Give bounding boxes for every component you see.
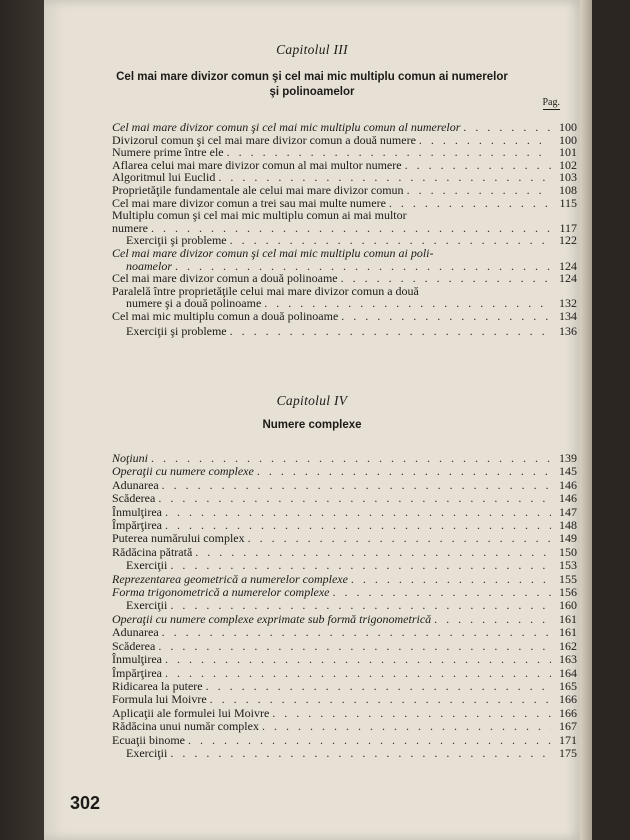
toc-entry <box>112 197 577 210</box>
toc-entry <box>112 586 577 599</box>
toc-entry-page: 100 <box>559 132 577 147</box>
toc-entry-title: Aflarea celui mai mare divizor comun al mai multor numere <box>112 157 402 172</box>
toc-entry-page: 166 <box>559 692 577 707</box>
toc-entry <box>112 707 577 720</box>
toc-entry-page: 149 <box>559 531 577 546</box>
toc-entry-page: 161 <box>559 625 577 640</box>
toc-entry <box>112 272 577 285</box>
toc-entry-page: 115 <box>559 195 577 210</box>
toc-entry <box>112 234 577 247</box>
toc-entry-page: 165 <box>559 678 577 693</box>
toc-entry-page: 146 <box>559 491 577 506</box>
toc-entry-title: Exerciţii <box>126 598 168 613</box>
toc-entry <box>112 519 577 532</box>
toc-entry-title: Cel mai mare divizor comun şi cel mai mic multiplu comun ai poli- <box>112 245 434 260</box>
toc-entry-page: 148 <box>559 518 577 533</box>
toc-entry-page: 102 <box>559 157 577 172</box>
toc-entry-title: Rădăcina unui număr complex <box>112 719 259 734</box>
toc-entry-page: 162 <box>559 638 577 653</box>
toc-entry-title: Numere prime între ele <box>112 145 224 160</box>
book-page <box>44 0 580 840</box>
toc-entry-page: 103 <box>559 170 577 185</box>
toc-entry-title: Puterea numărului complex <box>112 531 245 546</box>
toc-entry-title: Exerciţii şi probleme <box>126 233 227 248</box>
toc-entry-title: Divizorul comun şi cel mai mare divizor comun a două numere <box>112 132 416 147</box>
toc-entry-page: 171 <box>559 732 577 747</box>
toc-entry-title: Împărţirea <box>112 518 162 533</box>
toc-entry-page: 139 <box>559 451 577 465</box>
toc-entry-page: 153 <box>559 558 577 573</box>
toc-entry-title: Cel mai mare divizor comun şi cel mai mic multiplu comun al numerelor <box>112 120 461 134</box>
toc-entry-title: Aplicaţii ale formulei lui Moivre <box>112 705 270 720</box>
toc-entry-title: Exerciţii <box>126 558 168 573</box>
toc-entry-title: Algoritmul lui Euclid <box>112 170 216 185</box>
toc-entry-title: Cel mai mare divizor comun a trei sau mai multe numere <box>112 195 386 210</box>
toc-entry-title: Împărţirea <box>112 665 162 680</box>
toc-entry <box>112 121 577 134</box>
toc-entry-title: Exerciţii şi probleme <box>126 323 227 338</box>
toc-entry <box>112 146 577 159</box>
toc-entry-title: Înmulţirea <box>112 504 162 519</box>
toc-entry <box>112 747 577 760</box>
toc-entry-title: Adunarea <box>112 477 159 492</box>
toc-entry-page: 134 <box>559 308 577 323</box>
toc-entry-page: 161 <box>559 611 577 626</box>
toc-entry <box>112 452 577 465</box>
toc-entry-page: 150 <box>559 544 577 559</box>
toc-entry-title: Formula lui Moivre <box>112 692 207 707</box>
toc-entry-page: 124 <box>559 271 577 286</box>
toc-entry-page: 122 <box>559 233 577 248</box>
toc-entry-page: 156 <box>559 585 577 600</box>
toc-entry-page: 146 <box>559 477 577 492</box>
toc-entry <box>112 532 577 545</box>
toc-entry-title: Forma trigonometrică a numerelor complexe <box>112 585 330 600</box>
toc-entry-page: 124 <box>559 258 577 273</box>
toc-entry <box>112 613 577 626</box>
toc-entry-page: 136 <box>559 323 577 338</box>
chapter-3-title <box>60 70 564 100</box>
toc-entry-page: 108 <box>559 182 577 197</box>
toc-entry <box>112 465 577 478</box>
toc-entry <box>112 546 577 559</box>
toc-entry <box>112 667 577 680</box>
toc-entry-title: Operaţii cu numere complexe exprimate sub formă trigonometrică <box>112 611 432 626</box>
chapter-4-title: Numere complexe <box>262 419 362 431</box>
toc-entry <box>112 559 577 572</box>
toc-entry-title: Rădăcina pătrată <box>112 544 193 559</box>
toc-entry-page: 145 <box>559 464 577 479</box>
toc-entry-title: Cel mai mic multiplu comun a două polinoame <box>112 308 339 323</box>
chapter-3-title-line1: Cel mai mare divizor comun şi cel mai mic multiplu comun ai numerelor <box>116 71 508 83</box>
toc-chapter-3 <box>112 121 577 337</box>
toc-entry-title: Scăderea <box>112 491 156 506</box>
toc-entry <box>112 184 577 197</box>
chapter-4-heading: Capitolul IV <box>276 393 348 408</box>
book-page-edges <box>580 0 592 840</box>
toc-entry-title-continued: numere <box>112 220 148 235</box>
toc-entry <box>112 573 577 586</box>
toc-entry-page: 117 <box>559 220 577 235</box>
chapter-3-heading: Capitolul III <box>276 42 348 57</box>
toc-entry-page: 160 <box>559 598 577 613</box>
toc-entry-title-continued: numere şi a două polinoame <box>126 296 262 311</box>
toc-entry <box>112 734 577 747</box>
toc-entry-title: Ecuaţii binome <box>112 732 185 747</box>
toc-entry-title: Operaţii cu numere complexe <box>112 464 254 479</box>
toc-entry <box>112 325 577 338</box>
toc-entry <box>112 599 577 612</box>
toc-entry-title: Ridicarea la putere <box>112 678 203 693</box>
toc-entry-page: 164 <box>559 665 577 680</box>
toc-entry <box>112 479 577 492</box>
toc-entry <box>112 310 577 323</box>
toc-entry-page: 166 <box>559 705 577 720</box>
toc-entry-title: Proprietăţile fundamentale ale celui mai mare divizor comun <box>112 182 404 197</box>
toc-entry-title: Înmulţirea <box>112 652 162 667</box>
toc-entry-title: Cel mai mare divizor comun a două polinoame <box>112 271 338 286</box>
book-spine-shadow <box>0 0 44 840</box>
toc-entry <box>112 492 577 505</box>
toc-entry-page: 175 <box>559 745 577 760</box>
toc-entry-title: Multiplu comun şi cel mai mic multiplu comun ai mai multor <box>112 208 407 223</box>
chapter-3-title-line2: şi polinoamelor <box>269 86 355 98</box>
toc-entry-page: 100 <box>559 120 577 134</box>
toc-chapter-4 <box>112 452 577 760</box>
toc-entry <box>112 626 577 639</box>
toc-entry <box>112 653 577 666</box>
toc-entry-page: 163 <box>559 652 577 667</box>
toc-entry-title-continued: noamelor <box>126 258 172 273</box>
toc-entry-title: Paralelă între proprietăţile celui mai mare divizor comun a două <box>112 283 419 298</box>
toc-entry-title: Noţiuni <box>112 451 149 465</box>
toc-entry-title: Reprezentarea geometrică a numerelor complexe <box>112 571 348 586</box>
toc-entry-title: Exerciţii <box>126 745 168 760</box>
toc-entry <box>112 506 577 519</box>
toc-entry-page: 155 <box>559 571 577 586</box>
toc-entry-title: Adunarea <box>112 625 159 640</box>
toc-entry-page: 167 <box>559 719 577 734</box>
toc-entry <box>112 640 577 653</box>
toc-entry <box>112 680 577 693</box>
toc-entry-page: 147 <box>559 504 577 519</box>
toc-entry-page: 132 <box>559 296 577 311</box>
toc-entry <box>112 720 577 733</box>
toc-entry <box>112 693 577 706</box>
toc-entry-page: 101 <box>559 145 577 160</box>
page-column-label: Pag. <box>542 97 560 108</box>
toc-entry-title: Scăderea <box>112 638 156 653</box>
page-number: 302 <box>70 793 101 813</box>
